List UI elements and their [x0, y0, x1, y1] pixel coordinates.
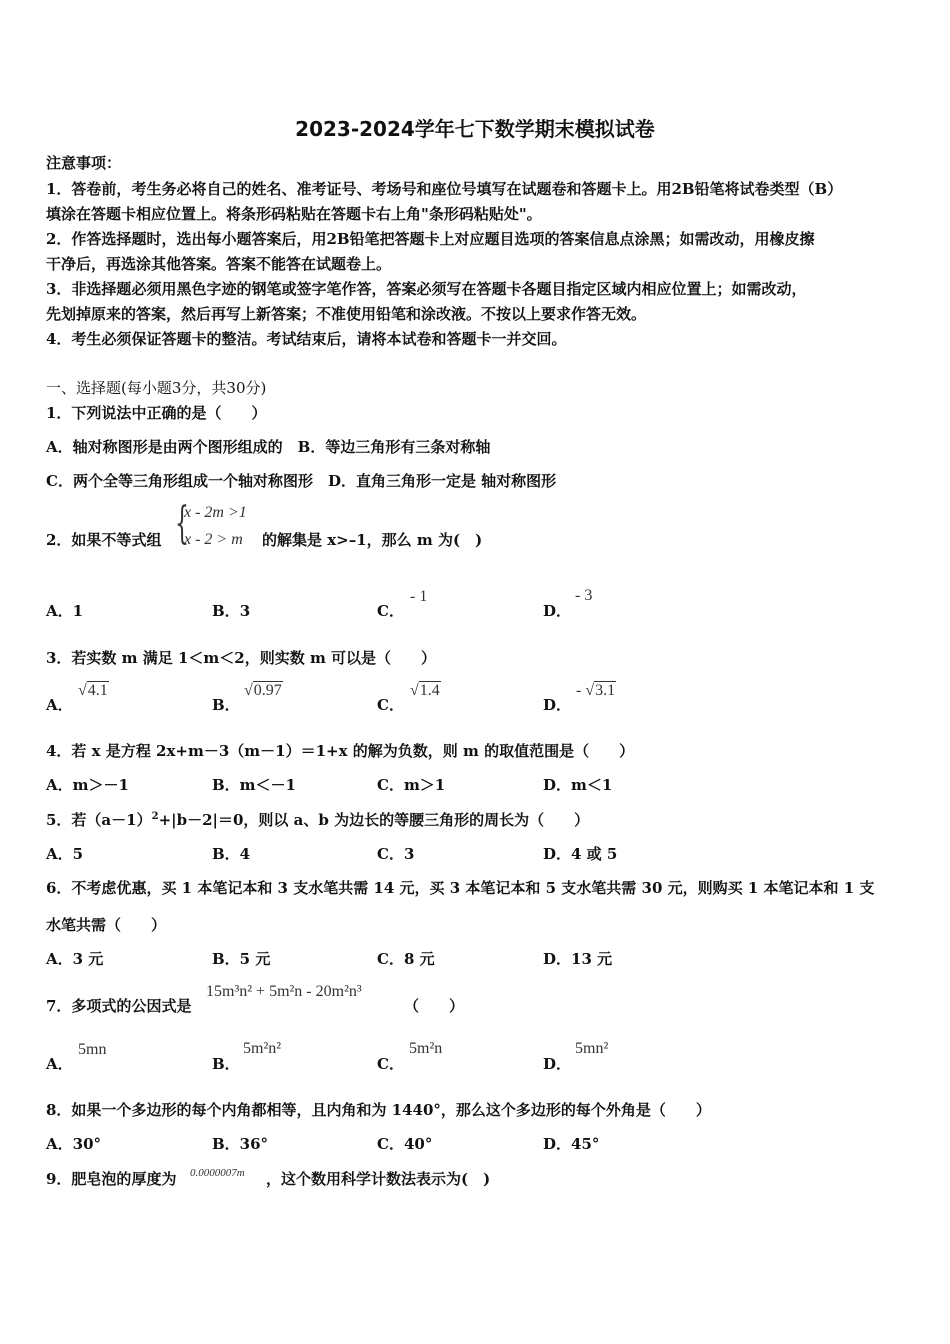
section-heading: 一、选择题(每小题3分，共30分): [46, 379, 267, 397]
question-2-prefix: 2．如果不等式组: [46, 531, 162, 549]
option-c: C．40°: [377, 1135, 433, 1153]
option-d: D．: [543, 696, 572, 714]
option-b: B．: [212, 696, 240, 714]
option-label: D．: [543, 602, 572, 620]
option-d-value: - 3: [575, 587, 593, 604]
option-a: A．30°: [46, 1135, 102, 1153]
option-c: [377, 600, 404, 621]
option-label: B．: [212, 602, 240, 620]
question-4-stem: 4．若 x 是方程 2x+m－3（m－1）＝1+x 的解为负数，则 m 的取值范围是（ ）: [46, 742, 635, 760]
radicand: 3.1: [595, 682, 616, 699]
option-b-value: 5m²n²: [243, 1040, 282, 1057]
option-a: A．3 元: [46, 950, 104, 968]
option-c: C．3: [377, 845, 415, 863]
option-d-value: 5mn²: [575, 1040, 609, 1057]
option-value: 1: [72, 602, 84, 620]
brace-icon: {: [175, 498, 189, 549]
notice-line: 3．非选择题必须用黑色字迹的钢笔或签字笔作答，答案必须写在答题卡各题目指定区域内相应位置上；如需改动，: [46, 280, 807, 298]
option-c: C．: [377, 1055, 404, 1073]
notice-line: 干净后，再选涂其他答案。答案不能答在试题卷上。: [46, 255, 392, 273]
question-5-stem: 5．若$(a-1)^2+|b-2|=0$，则以 a、b 为边长的等腰三角形的周长为（ ）: [46, 811, 590, 829]
option-c: C．8 元: [377, 950, 435, 968]
radicand: 4.1: [87, 682, 108, 699]
notice-line: 4．考生必须保证答题卡的整洁。考试结束后，请将本试卷和答题卡一并交回。: [46, 330, 567, 348]
option-c: C．m＞1: [377, 776, 446, 794]
option-a: A．5: [46, 845, 84, 863]
option-c-value: - 1: [410, 588, 428, 605]
question-1-options-ab: A．轴对称图形是由两个图形组成的 B．等边三角形有三条对称轴: [46, 438, 491, 456]
option-value: 3: [239, 602, 251, 620]
option-c-value: √1.4: [410, 682, 440, 699]
inequality-1: x - 2m >1: [184, 504, 247, 521]
option-c-value: 5m²n: [409, 1040, 443, 1057]
option-d: [543, 600, 571, 621]
question-6-stem-cont: 水笔共需（ ）: [46, 916, 167, 934]
option-d: D．45°: [543, 1135, 600, 1153]
radicand: 1.4: [419, 682, 440, 699]
question-2-suffix: 的解集是 x>–1，那么 m 为( ): [262, 531, 483, 549]
option-d-value: - √3.1: [576, 682, 616, 699]
option-label: C．: [377, 602, 404, 620]
option-b: B．4: [212, 845, 251, 863]
question-3-stem: 3．若实数 m 满足 1＜m＜2，则实数 m 可以是（ ）: [46, 649, 437, 667]
option-b: [212, 600, 250, 621]
notice-line: 2．作答选择题时，选出每小题答案后，用2B铅笔把答题卡上对应题目选项的答案信息点涂黑；如需改动，用橡皮擦: [46, 230, 815, 248]
option-b-value: √0.97: [244, 682, 282, 699]
question-9-prefix: 9．肥皂泡的厚度为: [46, 1170, 177, 1188]
option-d: D．: [543, 1055, 572, 1073]
question-7-prefix: 7．多项式的公因式是: [46, 997, 192, 1015]
question-1-stem: 1．下列说法中正确的是（ ）: [46, 404, 267, 422]
question-7-suffix: （ ）: [404, 997, 465, 1015]
option-c: C．: [377, 696, 404, 714]
inequality-2: x - 2 > m: [184, 531, 243, 548]
radicand: 0.97: [253, 682, 282, 699]
notice-line: 1．答卷前，考生务必将自己的姓名、准考证号、考场号和座位号填写在试题卷和答题卡上。用2B铅笔将试卷类型（B）: [46, 180, 843, 198]
option-a: A．: [46, 696, 73, 714]
question-1-options-cd: C．两个全等三角形组成一个轴对称图形 D．直角三角形一定是 轴对称图形: [46, 472, 557, 490]
page-title: 2023-2024学年七下数学期末模拟试卷: [295, 117, 655, 141]
option-d: D．m＜1: [543, 776, 613, 794]
question-6-stem: 6．不考虑优惠，买 1 本笔记本和 3 支水笔共需 14 元，买 3 本笔记本和 5 支水笔共需 30 元，则购买 1 本笔记本和 1 支: [46, 879, 875, 897]
option-b: B．36°: [212, 1135, 269, 1153]
option-a: A．m＞－1: [46, 776, 129, 794]
option-d: D．13 元: [543, 950, 613, 968]
option-a-value: √4.1: [78, 682, 108, 699]
option-a-value: 5mn: [78, 1041, 107, 1058]
thickness-value: 0.0000007m: [190, 1167, 245, 1179]
notice-line: 填涂在答题卡相应位置上。将条形码粘贴在答题卡右上角"条形码粘贴处"。: [46, 205, 542, 223]
question-9-suffix: ，这个数用科学计数法表示为( ): [266, 1170, 491, 1188]
minus-sign: -: [576, 682, 582, 699]
notice-line: 先划掉原来的答案，然后再写上新答案；不准使用铅笔和涂改液。不按以上要求作答无效。: [46, 305, 647, 323]
option-label: A．: [46, 602, 73, 620]
option-d: D．4 或 5: [543, 845, 618, 863]
question-8-stem: 8．如果一个多边形的每个内角都相等，且内角和为 1440°，那么这个多边形的每个外角是（ ）: [46, 1101, 711, 1119]
polynomial-expression: 15m³n² + 5m²n - 20m²n³: [206, 983, 362, 1000]
option-a: A．: [46, 1055, 73, 1073]
notice-heading: 注意事项：: [46, 154, 122, 172]
option-b: B．: [212, 1055, 240, 1073]
option-b: B．m＜－1: [212, 776, 296, 794]
option-b: B．5 元: [212, 950, 271, 968]
option-a: [46, 600, 83, 621]
